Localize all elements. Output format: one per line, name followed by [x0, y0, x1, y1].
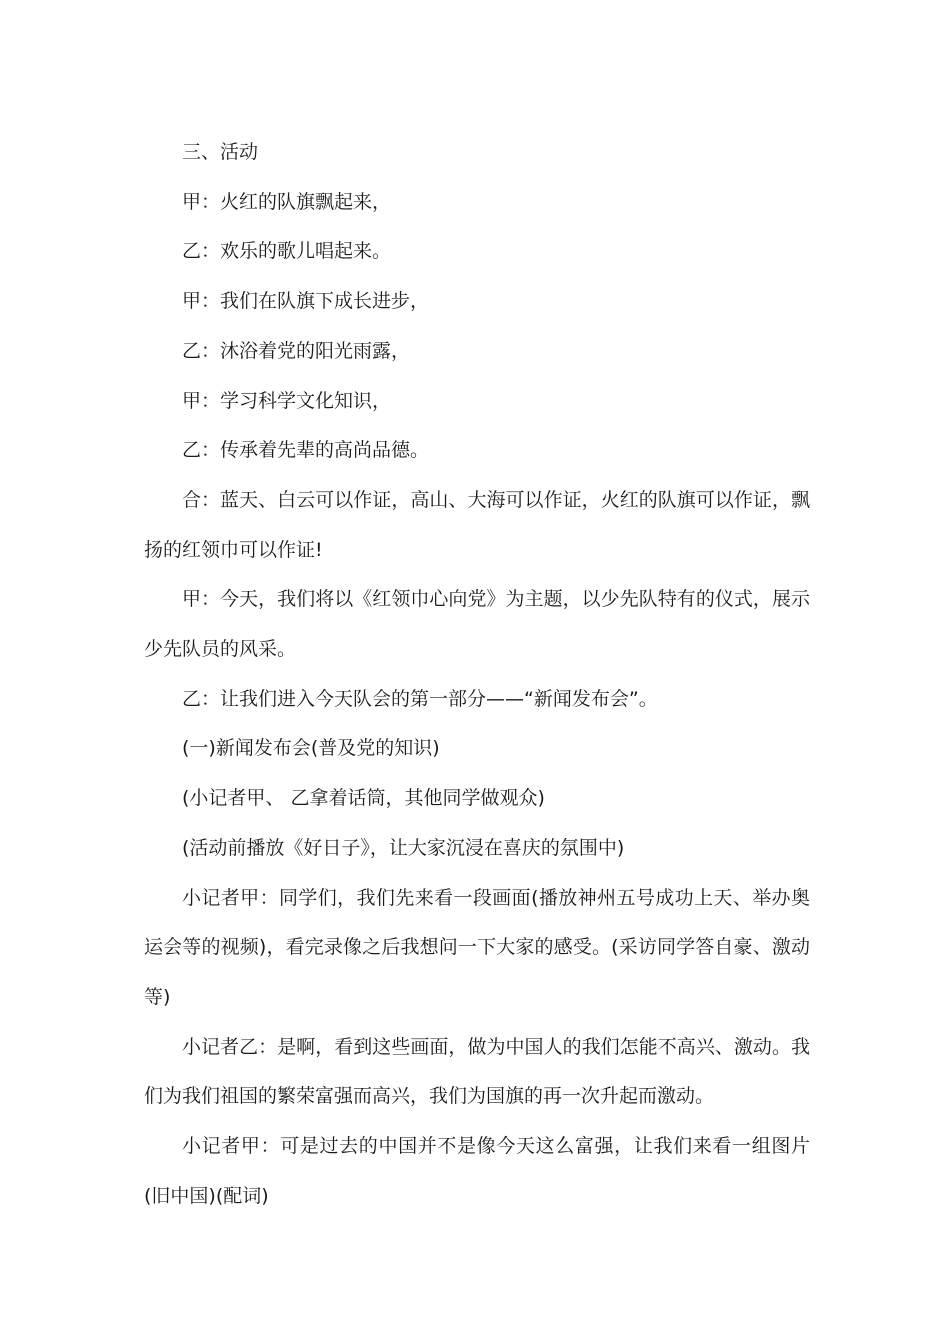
- section-heading: 三、活动: [182, 141, 259, 163]
- dialogue-line: 乙：欢乐的歌儿唱起来。: [182, 240, 392, 263]
- stage-direction: (活动前播放《好日子》，让大家沉浸在喜庆的氛围中): [182, 836, 625, 859]
- dialogue-line: 甲：我们在队旗下成长进步，: [182, 290, 430, 313]
- dialogue-line: 甲：火红的队旗飘起来，: [182, 190, 392, 213]
- dialogue-line: 小记者甲：同学们，我们先来看一段画面(播放神州五号成功上天、举办奥运会等的视频)，看完录像之后我想问一下大家的感受。(采访同学答自豪、激动等): [144, 886, 810, 1008]
- subsection-heading: (一)新闻发布会(普及党的知识): [182, 737, 440, 760]
- dialogue-line: 合：蓝天、白云可以作证，高山、大海可以作证，火红的队旗可以作证，飘扬的红领巾可以作证!: [144, 488, 810, 561]
- dialogue-line: 甲：学习科学文化知识，: [182, 389, 392, 412]
- dialogue-line: 小记者甲：可是过去的中国并不是像今天这么富强，让我们来看一组图片(旧中国)(配词): [144, 1135, 810, 1207]
- dialogue-line: 甲：今天，我们将以《红领巾心向党》为主题，以少先队特有的仪式，展示少先队员的风采。: [144, 588, 810, 661]
- document-body: [144, 128, 810, 1221]
- dialogue-line: 乙：沐浴着党的阳光雨露，: [182, 339, 411, 362]
- stage-direction: (小记者甲、 乙拿着话筒，其他同学做观众): [182, 787, 545, 810]
- dialogue-line: 乙：让我们进入今天队会的第一部分——“新闻发布会”。: [182, 687, 658, 710]
- dialogue-line: 乙：传承着先辈的高尚品德。: [182, 439, 430, 462]
- dialogue-line: 小记者乙：是啊，看到这些画面，做为中国人的我们怎能不高兴、激动。我们为我们祖国的繁荣富强而高兴，我们为国旗的再一次升起而激动。: [144, 1035, 810, 1108]
